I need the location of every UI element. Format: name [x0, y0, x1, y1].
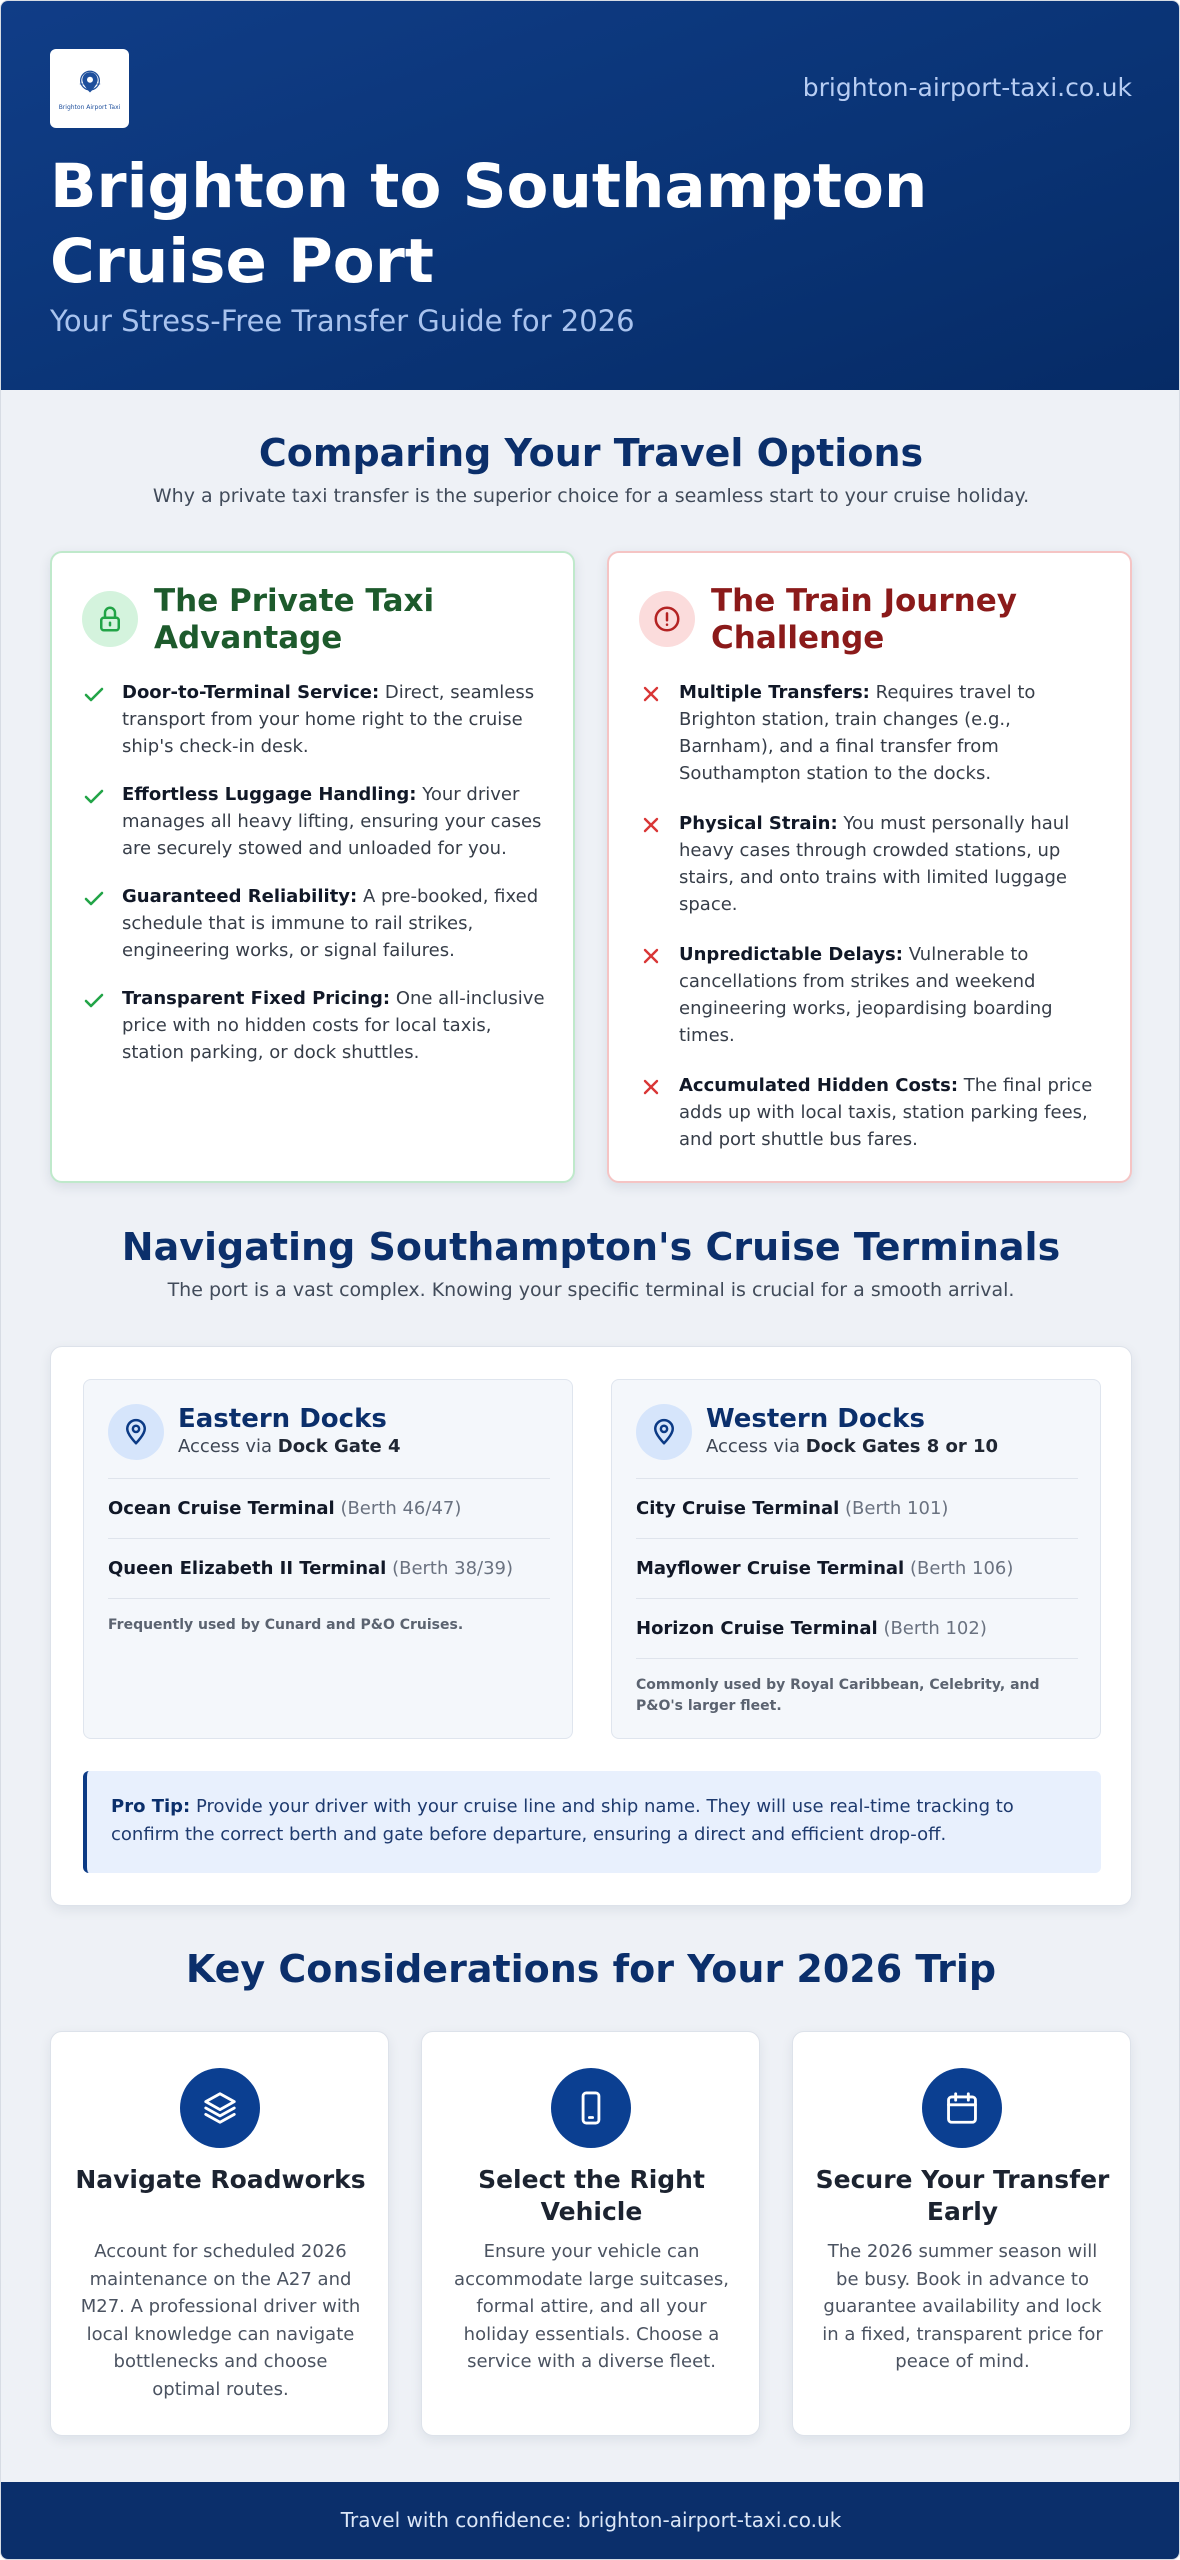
eastern-docks-note: Frequently used by Cunard and P&O Cruises.: [108, 1598, 550, 1636]
check-icon: [82, 988, 106, 1012]
eastern-terminal-list: [108, 1478, 550, 1636]
header: [1, 1, 1180, 390]
terminal-berth: (Berth 102): [883, 1618, 987, 1639]
western-docks-panel: [611, 1379, 1101, 1739]
terminal-berth: (Berth 38/39): [392, 1558, 514, 1579]
western-docks-access: [706, 1436, 998, 1457]
vehicle-card: [421, 2031, 760, 2436]
card-title: Navigate Roadworks: [75, 2165, 366, 2194]
pro-tip-callout: [83, 1771, 1101, 1873]
access-gate: Dock Gate 4: [277, 1436, 401, 1457]
item-text: You must personally haul heavy cases through crowded stations, up stairs, and onto trains with limited luggage space.: [679, 813, 1070, 915]
map-pin-icon: [108, 1404, 164, 1460]
access-prefix: Access via: [706, 1436, 801, 1457]
eastern-docks-title: Eastern Docks: [178, 1404, 387, 1434]
cross-icon: [639, 1075, 663, 1099]
item-label: Unpredictable Delays:: [679, 944, 903, 965]
item-text: The final price adds up with local taxis, station parking fees, and port shuttle bus fares.: [679, 1075, 1093, 1150]
list-item: [636, 1538, 1078, 1598]
layers-icon: [180, 2068, 260, 2148]
item-text: A pre-booked, fixed schedule that is immune to rail strikes, engineering works, or signal failures.: [122, 886, 539, 961]
list-item: [82, 781, 552, 862]
list-item: [639, 679, 1109, 787]
pro-tip-text: Provide your driver with your cruise line and ship name. They will use real-time tracking to confirm the correct berth and gate before departure, ensuring a direct and efficient drop-off.: [111, 1796, 1014, 1845]
train-card-title: The Train Journey Challenge: [711, 583, 1017, 656]
taxi-card-title: The Private Taxi Advantage: [154, 583, 435, 656]
terminal-name: City Cruise Terminal: [636, 1498, 840, 1519]
list-item: [639, 941, 1109, 1049]
taxi-advantage-card: [50, 551, 575, 1183]
list-item: [108, 1478, 550, 1538]
list-item: [108, 1538, 550, 1598]
terminals-card: [50, 1346, 1132, 1906]
western-docks-title: Western Docks: [706, 1404, 925, 1434]
card-text: The 2026 summer season will be busy. Book in advance to guarantee availability and lock in a fixed, transparent price for peace of mind.: [822, 2241, 1103, 2372]
footer: Travel with confidence: brighton-airport-taxi.co.uk: [1, 2482, 1180, 2560]
western-docks-note: Commonly used by Royal Caribbean, Celebrity, and P&O's larger fleet.: [636, 1658, 1078, 1717]
roadworks-card: [50, 2031, 389, 2436]
item-label: Accumulated Hidden Costs:: [679, 1075, 959, 1096]
cross-icon: [639, 682, 663, 706]
western-terminal-list: [636, 1478, 1078, 1717]
list-item: [636, 1598, 1078, 1658]
compare-title: Comparing Your Travel Options: [258, 431, 924, 475]
item-text: One all-inclusive price with no hidden costs for local taxis, station parking, or dock shuttles.: [122, 988, 545, 1063]
train-challenge-card: [607, 551, 1132, 1183]
cross-icon: [639, 813, 663, 837]
terminal-berth: (Berth 101): [845, 1498, 949, 1519]
page-subtitle: Your Stress-Free Transfer Guide for 2026: [50, 304, 635, 338]
location-pin-icon: [73, 67, 107, 101]
item-label: Physical Strain:: [679, 813, 838, 834]
taxi-advantage-list: [82, 679, 552, 1087]
check-icon: [82, 886, 106, 910]
access-gate: Dock Gates 8 or 10: [805, 1436, 999, 1457]
page-title: Brighton to Southampton Cruise Port: [50, 151, 928, 297]
booking-card: [792, 2031, 1131, 2436]
phone-icon: [551, 2068, 631, 2148]
terminal-berth: (Berth 106): [909, 1558, 1014, 1579]
item-label: Guaranteed Reliability:: [122, 886, 358, 907]
terminal-name: Horizon Cruise Terminal: [636, 1618, 878, 1639]
terminal-name: Queen Elizabeth II Terminal: [108, 1558, 387, 1579]
considerations-title: Key Considerations for Your 2026 Trip: [185, 1947, 997, 1991]
terminal-name: Ocean Cruise Terminal: [108, 1498, 335, 1519]
map-pin-icon: [636, 1404, 692, 1460]
list-item: [82, 883, 552, 964]
logo: [50, 49, 129, 128]
site-url[interactable]: brighton-airport-taxi.co.uk: [802, 73, 1132, 102]
terminals-subtitle: The port is a vast complex. Knowing your specific terminal is crucial for a smooth arrival.: [167, 1279, 1015, 1301]
train-challenge-list: [639, 679, 1109, 1176]
calendar-icon: [922, 2068, 1002, 2148]
eastern-docks-panel: [83, 1379, 573, 1739]
item-label: Effortless Luggage Handling:: [122, 784, 417, 805]
list-item: [82, 985, 552, 1066]
item-label: Transparent Fixed Pricing:: [122, 988, 391, 1009]
logo-text: Brighton Airport Taxi: [58, 103, 121, 111]
item-text: Direct, seamless transport from your home right to the cruise ship's check-in desk.: [122, 682, 535, 757]
card-text: Ensure your vehicle can accommodate large suitcases, formal attire, and all your holiday essentials. Choose a service with a diverse fleet.: [454, 2241, 729, 2372]
terminals-title: Navigating Southampton's Cruise Terminals: [121, 1225, 1061, 1269]
cross-icon: [639, 944, 663, 968]
item-text: Requires travel to Brighton station, train changes (e.g., Barnham), and a final transfer from Southampton station to the docks.: [679, 682, 1036, 784]
list-item: [636, 1478, 1078, 1538]
item-text: Your driver manages all heavy lifting, ensuring your cases are securely stowed and unloaded for you.: [122, 784, 542, 859]
terminal-name: Mayflower Cruise Terminal: [636, 1558, 905, 1579]
lock-icon: [82, 591, 138, 647]
item-text: Vulnerable to cancellations from strikes and weekend engineering works, jeopardising boarding times.: [679, 944, 1053, 1046]
item-label: Multiple Transfers:: [679, 682, 870, 703]
access-prefix: Access via: [178, 1436, 273, 1457]
card-text: Account for scheduled 2026 maintenance on the A27 and M27. A professional driver with local knowledge can navigate bottlenecks and choose optimal routes.: [80, 2241, 361, 2400]
list-item: [639, 1072, 1109, 1153]
alert-circle-icon: [639, 591, 695, 647]
check-icon: [82, 784, 106, 808]
check-icon: [82, 682, 106, 706]
terminal-berth: (Berth 46/47): [340, 1498, 462, 1519]
pro-tip-label: Pro Tip:: [111, 1796, 191, 1817]
list-item: [82, 679, 552, 760]
compare-subtitle: Why a private taxi transfer is the superior choice for a seamless start to your cruise holiday.: [152, 485, 1030, 507]
eastern-docks-access: [178, 1436, 401, 1457]
item-label: Door-to-Terminal Service:: [122, 682, 380, 703]
list-item: [639, 810, 1109, 918]
card-title: Secure Your Transfer Early: [815, 2165, 1110, 2226]
card-title: Select the Right Vehicle: [478, 2165, 705, 2226]
